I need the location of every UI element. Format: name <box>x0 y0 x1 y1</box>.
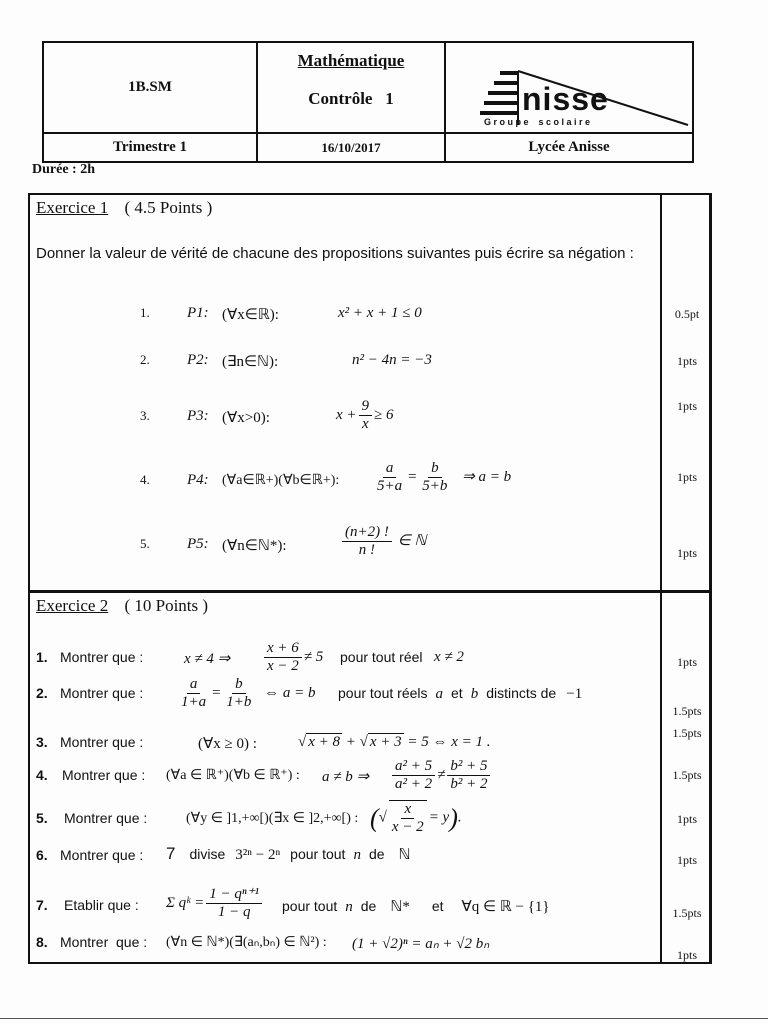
ex1-points-4: 1pts <box>676 470 697 484</box>
ex1-item-label: P1: <box>187 305 209 321</box>
q4-quant: (∀a ∈ ℝ⁺)(∀b ∈ ℝ⁺) : <box>166 768 300 783</box>
question-label: Montrer que : <box>60 847 144 863</box>
exercise1-heading: Exercice 1 <box>36 198 109 217</box>
question-num: 4. <box>36 767 48 783</box>
ex2-points-4: 1.5pts <box>672 768 702 782</box>
q6-set: ℕ <box>398 847 411 863</box>
q3-rel: = 5 ⇔ x = 1 . <box>407 734 491 750</box>
q7-sum: Σ qᵏ = <box>166 895 205 912</box>
frac-num: 1 − qⁿ⁺¹ <box>206 886 262 904</box>
exercise-divider <box>28 590 712 593</box>
q7-var: n <box>345 899 353 915</box>
q7-et: et <box>431 898 444 914</box>
q6-de: de <box>368 846 385 862</box>
question-label: Montrer que : <box>60 649 144 665</box>
question-label: Montrer que : <box>60 934 148 950</box>
question-num: 7. <box>36 897 48 913</box>
subject-title: Mathématique <box>297 51 405 70</box>
ex1-item-quant: (∀x>0): <box>222 410 270 426</box>
ex1-item-quant: (∃n∈ℕ): <box>222 354 279 370</box>
frac-num: x <box>401 801 414 819</box>
q2-val: −1 <box>566 686 583 702</box>
q1-tail: pour tout réel <box>340 649 423 665</box>
q1-tail2: x ≠ 2 <box>434 649 464 665</box>
ex1-item-3 <box>140 398 640 438</box>
question-label: Montrer que : <box>60 685 144 701</box>
ex2-question-7 <box>36 884 656 928</box>
ex2-points-5: 1pts <box>676 812 697 826</box>
frac-den: 1+a <box>181 694 207 711</box>
exercise2-points: ( 10 Points ) <box>124 596 209 615</box>
exercise2-title <box>36 596 208 616</box>
expr-prefix: x + <box>336 407 357 424</box>
frac-num: a <box>383 460 397 478</box>
exercise1-points: ( 4.5 Points ) <box>124 198 213 217</box>
ex1-item-quant: (∀n∈ℕ*): <box>222 538 287 554</box>
sqrt-arg: x + 8 <box>308 734 341 750</box>
exercise1-title <box>36 198 212 218</box>
ex2-points-1: 1pts <box>676 655 697 669</box>
fraction <box>392 758 435 794</box>
frac-num: b <box>428 460 442 478</box>
question-num: 6. <box>36 847 48 863</box>
q6-text2: pour tout <box>290 846 346 862</box>
ex2-question-3 <box>36 730 656 756</box>
q7-cond: ∀q ∈ ℝ − {1} <box>461 899 550 915</box>
ex1-points-3: 1pts <box>676 399 697 413</box>
frac-den: b² + 2 <box>450 776 488 793</box>
q1-rel: ≠ 5 <box>303 649 324 666</box>
q7-de: de <box>360 898 377 914</box>
question-num: 5. <box>36 810 48 826</box>
frac-num: x + 6 <box>264 640 302 658</box>
ex2-points-7: 1.5pts <box>672 906 702 920</box>
ex1-item-num: 3. <box>140 408 150 423</box>
q7-expr <box>166 886 264 922</box>
frac-den: 5+a <box>377 478 403 495</box>
fraction <box>342 524 392 560</box>
ex2-points-8: 1pts <box>676 948 697 962</box>
fraction <box>264 640 302 676</box>
ex2-question-6 <box>36 844 656 868</box>
ex2-points-2: 1.5pts <box>672 704 702 718</box>
fraction <box>206 886 262 922</box>
frac-den: x − 2 <box>391 819 424 836</box>
frac-num: 9 <box>359 398 373 416</box>
ex1-item-expr: $\frac{a}{5+a}$ = $\frac{b}{5+b}$ ⇒ a = b <box>372 460 511 496</box>
ex1-item-expr <box>336 398 394 434</box>
q2-tail-text: pour tout réels <box>338 685 428 701</box>
q4-expr <box>390 758 492 794</box>
ex1-item-label: P5: <box>187 536 209 552</box>
q2-tail <box>338 685 582 703</box>
ex1-item-1 <box>140 305 640 322</box>
q1-cond: x ≠ 4 ⇒ <box>184 651 231 667</box>
fraction <box>419 460 450 496</box>
q5-quant: (∀y ∈ ]1,+∞[)(∃x ∈ ]2,+∞[) : <box>186 811 359 826</box>
ex1-item-label: P2: <box>187 352 209 368</box>
ex1-points-5: 1pts <box>676 546 697 560</box>
question-num: 2. <box>36 685 48 701</box>
q7-set: ℕ* <box>390 899 410 915</box>
date-label: 16/10/2017 <box>321 139 381 155</box>
fraction <box>374 460 405 496</box>
question-label: Montrer que : <box>60 734 144 750</box>
q4-rel: ≠ <box>437 767 446 784</box>
frac-num: a² + 5 <box>392 758 435 776</box>
exercise2-heading: Exercice 2 <box>36 596 109 615</box>
ex1-item-num: 4. <box>140 472 150 487</box>
fraction <box>178 676 209 712</box>
fraction <box>389 800 427 837</box>
q4-cond: a ≠ b ⇒ <box>322 769 370 785</box>
ex1-item-num: 1. <box>140 305 150 320</box>
ex1-item-expr <box>340 524 426 560</box>
ex1-points-1: 0.5pt <box>674 307 700 321</box>
ex1-item-expr: x² + x + 1 ≤ 0 <box>338 305 422 321</box>
q5-rel: = y <box>428 809 450 826</box>
q1-expr <box>262 640 323 676</box>
question-label: Montrer que : <box>62 767 146 783</box>
sqrt-arg: x + 3 <box>369 734 402 750</box>
ex2-question-8 <box>36 930 656 956</box>
expr-suffix: ∈ ℕ <box>397 533 427 550</box>
q7-tail <box>282 897 550 916</box>
q2-var-b: b <box>470 686 479 702</box>
ex1-item-5 <box>140 524 640 568</box>
frac-num: (n+2) ! <box>342 524 392 542</box>
question-label: Montrer que : <box>64 810 148 826</box>
question-num: 3. <box>36 734 48 750</box>
ex2-points-6: 1pts <box>676 853 697 867</box>
frac-den: 5+b <box>422 478 448 495</box>
frac-den: 1+b <box>226 694 252 711</box>
question-num: 8. <box>36 934 48 950</box>
school-logo <box>448 47 690 129</box>
school-name: Lycée Anisse <box>528 139 610 155</box>
q8-expr: (1 + √2)ⁿ = aₙ + √2 bₙ <box>352 936 490 952</box>
exercise1-instruction: Donner la valeur de vérité de chacune des propositions suivantes puis écrire sa négation : <box>36 245 634 262</box>
q2-et: et <box>451 685 463 701</box>
q3-expr: √ x + 8 + √ x + 3 = 5 ⇔ x = 1 . <box>298 734 491 750</box>
header-table <box>42 41 694 163</box>
ex2-question-5 <box>36 800 656 840</box>
q3-quant: (∀x ≥ 0) : <box>198 736 257 752</box>
frac-num: a <box>187 676 201 694</box>
class-label: 1B.SM <box>128 79 172 95</box>
bottom-rule <box>0 1018 768 1019</box>
expr-suffix: ≥ 6 <box>374 407 394 424</box>
q7-text: pour tout <box>282 898 338 914</box>
ex1-item-2 <box>140 352 640 369</box>
q5-expr: (√ $\frac{x}{x - 2}$ = y). <box>370 801 462 836</box>
expr-suffix: ⇒ a = b <box>462 469 512 486</box>
term-label: Trimestre 1 <box>113 139 187 155</box>
frac-den: a² + 2 <box>395 776 433 793</box>
q2-var-a: a <box>435 686 443 702</box>
ex2-question-1 <box>36 640 656 676</box>
fraction <box>359 398 373 434</box>
frac-den: x <box>361 416 369 433</box>
q6-expr: 3²ⁿ − 2ⁿ <box>235 847 281 863</box>
ex1-item-label: P3: <box>187 408 209 424</box>
logo-text: nisse <box>522 81 609 117</box>
q2-rel: ⇔ a = b <box>264 685 316 702</box>
question-label: Etablir que : <box>64 897 139 913</box>
frac-num: b <box>232 676 246 694</box>
frac-den: 1 − q <box>217 904 251 921</box>
ex2-question-2 <box>36 676 656 714</box>
duration-label: Durée : 2h <box>32 162 95 177</box>
q2-tail2: distincts de <box>486 685 557 701</box>
frac-num: b² + 5 <box>447 758 490 776</box>
ex1-item-num: 2. <box>140 352 150 367</box>
q2-expr: $\frac{a}{1+a}$ = $\frac{b}{1+b}$ ⇔ a = b <box>176 676 316 712</box>
ex1-item-expr: n² − 4n = −3 <box>352 352 432 368</box>
frac-den: n ! <box>358 542 376 559</box>
frac-den: x − 2 <box>267 658 299 675</box>
ex2-question-4 <box>36 758 656 796</box>
fraction <box>223 676 254 712</box>
q6-divise: divise <box>189 846 226 862</box>
question-num: 1. <box>36 649 48 665</box>
q8-quant: (∀n ∈ ℕ*)(∃(aₙ,bₙ) ∈ ℕ²) : <box>166 935 327 950</box>
ex1-item-num: 5. <box>140 536 150 551</box>
ex1-item-quant: (∀a∈ℝ+)(∀b∈ℝ+): <box>222 473 340 488</box>
ex1-item-quant: (∀x∈ℝ): <box>222 307 279 323</box>
ex1-item-4 <box>140 460 650 504</box>
ex1-points-2: 1pts <box>676 354 697 368</box>
logo-subtitle: G r o u p e s c o l a i r e <box>484 117 591 127</box>
fraction <box>447 758 490 794</box>
q6-seven: 7 <box>166 844 176 863</box>
ex1-item-label: P4: <box>187 472 209 488</box>
ex2-points-3: 1.5pts <box>672 726 702 740</box>
subject-cell <box>258 43 444 132</box>
control-title: Contrôle 1 <box>308 89 394 108</box>
q6-var: n <box>353 847 361 863</box>
q6-text <box>166 844 411 864</box>
